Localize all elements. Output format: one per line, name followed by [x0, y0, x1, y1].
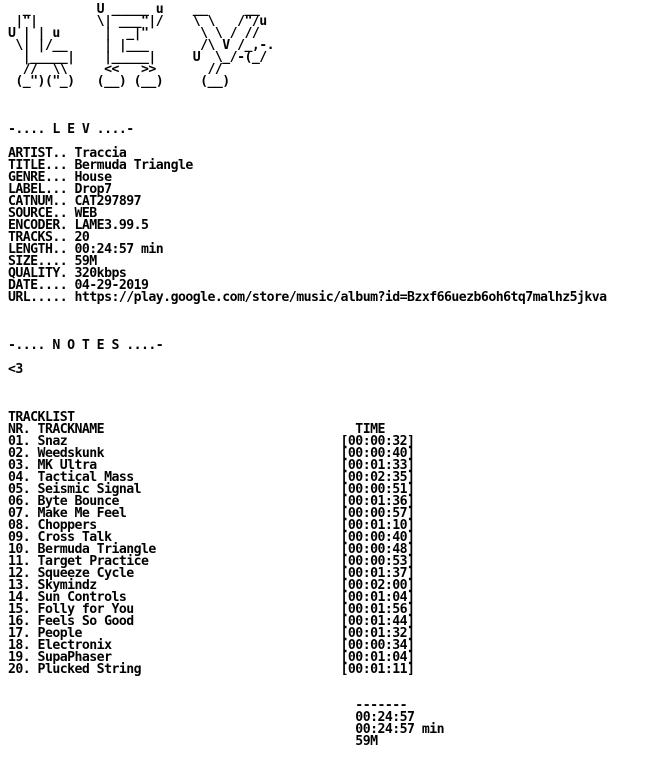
info-line: DATE.... 04-29-2019 [8, 278, 149, 293]
tracklist-header: NR. TRACKNAME TIME [8, 422, 385, 437]
track-row: 14. Sun Controls [00:01:04] [8, 590, 415, 605]
blank-line [8, 304, 664, 316]
info-line: SIZE.... 59M [8, 254, 97, 269]
info-line: LABEL... Drop7 [8, 182, 112, 197]
track-row: 17. People [00:01:32] [8, 626, 415, 641]
info-line: QUALITY. 320kbps [8, 266, 127, 281]
logo-line: // \\ << >> // [8, 62, 223, 77]
info-url-line: URL..... https://play.google.com/store/music/album?id=Bzxf66uezb6oh6tq7malhz5jkva [8, 290, 607, 305]
info-line: SOURCE.. WEB [8, 206, 97, 221]
logo-line: |"| \| ___"|/ \ \ /"/u [8, 14, 267, 29]
track-row: 15. Folly for You [00:01:56] [8, 602, 415, 617]
logo-line: \| |/__ | |___ /\ V /_,-. [8, 38, 275, 53]
totals-length: 00:24:57 min [8, 722, 444, 737]
logo-line: |_____| |_____| U \_/-(_/ [8, 50, 267, 65]
blank-line [8, 316, 664, 328]
blank-line [8, 100, 664, 112]
notes-text: <3 [8, 362, 23, 377]
track-row: 13. Skymindz [00:02:00] [8, 578, 415, 593]
track-row: 01. Snaz [00:00:32] [8, 434, 415, 449]
track-row: 05. Seismic Signal [00:00:51] [8, 482, 415, 497]
blank-line [8, 88, 664, 100]
info-line: TITLE... Bermuda Triangle [8, 158, 193, 173]
tracklist-title: TRACKLIST [8, 410, 75, 425]
track-row: 20. Plucked String [00:01:11] [8, 662, 415, 677]
blank-line [8, 400, 664, 412]
track-row: 06. Byte Bounce [00:01:36] [8, 494, 415, 509]
info-line: CATNUM.. CAT297897 [8, 194, 142, 209]
logo-line: U | | u | _|" \ \ / // [8, 26, 260, 41]
section-header-notes: -.... N O T E S ....- [8, 338, 164, 353]
track-row: 18. Electronix [00:00:34] [8, 638, 415, 653]
blank-line [8, 676, 664, 688]
section-header-lev: -.... L E V ....- [8, 122, 134, 137]
info-line: ENCODER. LAME3.99.5 [8, 218, 149, 233]
blank-line [8, 388, 664, 400]
totals-size: 59M [8, 734, 378, 749]
info-line: ARTIST.. Traccia [8, 146, 127, 161]
track-row: 10. Bermuda Triangle [00:00:48] [8, 542, 415, 557]
track-row: 07. Make Me Feel [00:00:57] [8, 506, 415, 521]
track-row: 08. Choppers [00:01:10] [8, 518, 415, 533]
track-row: 11. Target Practice [00:00:53] [8, 554, 415, 569]
track-row: 02. Weedskunk [00:00:40] [8, 446, 415, 461]
logo-line: (_")("_) (__) (__) (__) [8, 74, 230, 89]
logo-line: _ U _____ u __ __ [8, 2, 260, 17]
track-row: 03. MK Ultra [00:01:33] [8, 458, 415, 473]
blank-line [8, 352, 664, 364]
track-row: 19. SupaPhaser [00:01:04] [8, 650, 415, 665]
info-line: LENGTH.. 00:24:57 min [8, 242, 164, 257]
info-line: TRACKS.. 20 [8, 230, 90, 245]
track-row: 16. Feels So Good [00:01:44] [8, 614, 415, 629]
track-row: 09. Cross Talk [00:00:40] [8, 530, 415, 545]
track-row: 04. Tactical Mass [00:02:35] [8, 470, 415, 485]
blank-line [8, 376, 664, 388]
track-row: 12. Squeeze Cycle [00:01:37] [8, 566, 415, 581]
info-line: GENRE... House [8, 170, 112, 185]
totals-time: 00:24:57 [8, 710, 415, 725]
totals-separator: ------- [8, 698, 408, 713]
